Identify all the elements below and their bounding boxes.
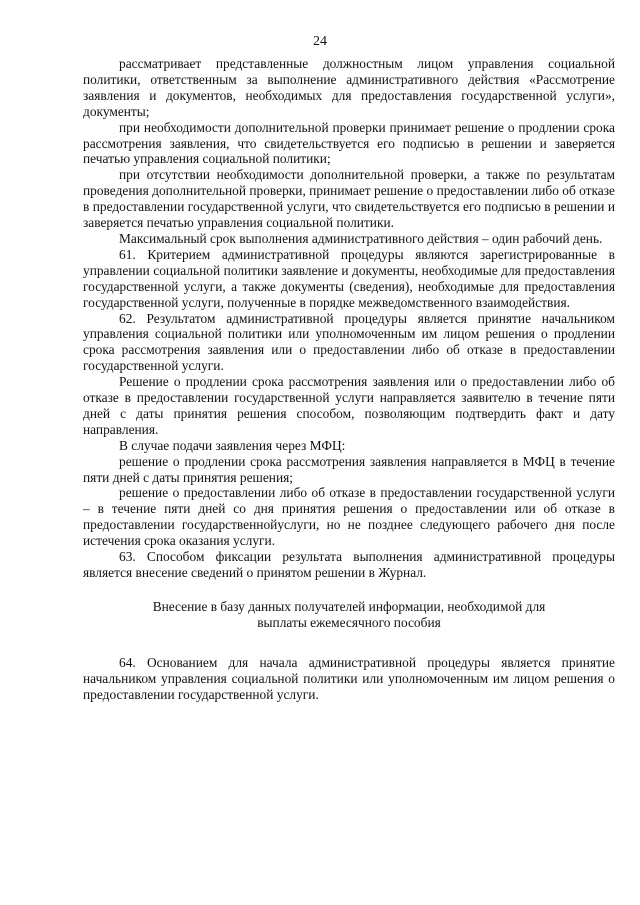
paragraph: В случае подачи заявления через МФЦ: — [119, 437, 346, 453]
document-body — [83, 56, 615, 703]
paragraph: решение о предоставлении либо об отказе в предоставлении государственной услуги – в течение пяти дней со дня принятия решения о предоставлении или об отказе в предоставлении государственнойуслуги, но не позднее следующего рабочего дня после истечения срока оказания услуги. — [83, 485, 615, 549]
paragraph-63: 63. Способом фиксации результата выполнения административной процедуры является внесение сведений о принятом решении в Журнал. — [83, 549, 615, 580]
paragraph: решение о продлении срока рассмотрения заявления направляется в МФЦ в течение пяти дней с даты принятия решения; — [83, 453, 615, 485]
paragraph-61: 61. Критерием административной процедуры являются зарегистрированные в управлении социальной политики заявление и документы, необходимые для предоставления государственной услуги, а также документы (сведения), необходимые для предоставления государственной услуги, полученные в порядке межведомственного взаимодействия. — [83, 246, 615, 310]
paragraph-62: 62. Результатом административной процедуры является принятие начальником управления социальной политики или уполномоченным им лицом решения о продлении срока рассмотрения заявления или о предоставлении либо об отказе в предоставлении государственной услуги. — [83, 310, 615, 374]
paragraph: при отсутствии необходимости дополнительной проверки, а также по результатам проведения дополнительной проверки, принимает решение о предоставлении либо об отказе в предоставлении государственной услуги, что свидетельствуется его подписью в решении и заверяется печатью управления социальной политики. — [83, 167, 615, 231]
section-heading: Внесение в базу данных получателей информации, необходимой для выплаты ежемесячного пособия — [152, 598, 546, 630]
paragraph-64: 64. Основанием для начала административной процедуры является принятие начальником управления социальной политики или уполномоченным им лицом решения о предоставлении государственной услуги. — [83, 654, 615, 702]
paragraph: Решение о продлении срока рассмотрения заявления или о предоставлении либо об отказе в предоставлении государственной услуги направляется заявителю в течение пяти дней с даты принятия решения способом, позволяющим подтвердить факт и дату направления. — [83, 374, 615, 437]
paragraph: Максимальный срок выполнения административного действия – один рабочий день. — [119, 230, 603, 246]
page-number: 24 — [313, 34, 327, 49]
paragraph: при необходимости дополнительной проверки принимает решение о продлении срока рассмотрения заявления, что свидетельствуется его подписью в решении и заверяется печатью управления социальной политики; — [83, 119, 615, 167]
paragraph: рассматривает представленные должностным лицом управления социальной политики, ответственным за выполнение административного действия «Рассмотрение заявления и документов, необходимых для предоставления государственной услуги», документы; — [83, 56, 615, 119]
